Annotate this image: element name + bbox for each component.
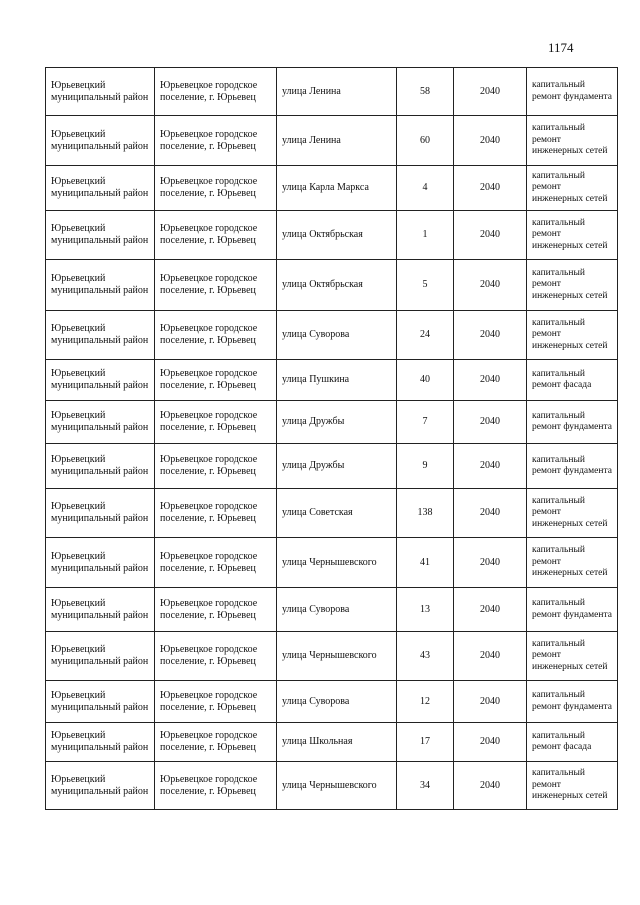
year-cell: 2040 [454,588,527,632]
year-cell: 2040 [454,260,527,311]
settlement-cell: Юрьевецкое городское поселение, г. Юрьевец [155,444,277,489]
year-cell: 2040 [454,401,527,444]
street-cell: улица Суворова [277,588,397,632]
street-cell: улица Чернышевского [277,538,397,588]
year-cell: 2040 [454,166,527,211]
table-row [46,538,618,588]
settlement-cell: Юрьевецкое городское поселение, г. Юрьевец [155,401,277,444]
work-type-cell: капитальный ремонт фундамента [527,401,618,444]
settlement-cell: Юрьевецкое городское поселение, г. Юрьевец [155,360,277,401]
settlement-cell: Юрьевецкое городское поселение, г. Юрьевец [155,762,277,810]
house-number-cell: 4 [397,166,454,211]
district-cell: Юрьевецкий муниципальный район [46,116,155,166]
house-number-cell: 7 [397,401,454,444]
year-cell: 2040 [454,681,527,723]
house-number-cell: 24 [397,311,454,360]
table-row [46,401,618,444]
house-number-cell: 40 [397,360,454,401]
street-cell: улица Суворова [277,681,397,723]
work-type-cell: капитальный ремонт инженерных сетей [527,166,618,211]
district-cell: Юрьевецкий муниципальный район [46,68,155,116]
house-number-cell: 17 [397,723,454,762]
house-number-cell: 12 [397,681,454,723]
year-cell: 2040 [454,68,527,116]
table-row [46,260,618,311]
work-type-cell: капитальный ремонт инженерных сетей [527,538,618,588]
work-type-cell: капитальный ремонт фундамента [527,588,618,632]
work-type-cell: капитальный ремонт инженерных сетей [527,632,618,681]
street-cell: улица Ленина [277,116,397,166]
district-cell: Юрьевецкий муниципальный район [46,166,155,211]
district-cell: Юрьевецкий муниципальный район [46,588,155,632]
year-cell: 2040 [454,116,527,166]
year-cell: 2040 [454,211,527,260]
street-cell: улица Октябрьская [277,260,397,311]
street-cell: улица Суворова [277,311,397,360]
street-cell: улица Чернышевского [277,632,397,681]
work-type-cell: капитальный ремонт фундамента [527,444,618,489]
table-row [46,444,618,489]
street-cell: улица Чернышевского [277,762,397,810]
work-type-cell: капитальный ремонт фундамента [527,681,618,723]
page-number: 1174 [548,40,574,55]
table-row [46,360,618,401]
table-row [46,723,618,762]
house-number-cell: 5 [397,260,454,311]
district-cell: Юрьевецкий муниципальный район [46,211,155,260]
year-cell: 2040 [454,723,527,762]
house-number-cell: 9 [397,444,454,489]
year-cell: 2040 [454,360,527,401]
district-cell: Юрьевецкий муниципальный район [46,723,155,762]
work-type-cell: капитальный ремонт инженерных сетей [527,260,618,311]
house-number-cell: 34 [397,762,454,810]
settlement-cell: Юрьевецкое городское поселение, г. Юрьевец [155,588,277,632]
house-number-cell: 138 [397,489,454,538]
registry-table [45,67,618,810]
year-cell: 2040 [454,538,527,588]
year-cell: 2040 [454,444,527,489]
work-type-cell: капитальный ремонт инженерных сетей [527,762,618,810]
year-cell: 2040 [454,632,527,681]
table-row [46,68,618,116]
house-number-cell: 13 [397,588,454,632]
table-row [46,166,618,211]
district-cell: Юрьевецкий муниципальный район [46,401,155,444]
table-row [46,489,618,538]
district-cell: Юрьевецкий муниципальный район [46,489,155,538]
table-row [46,311,618,360]
settlement-cell: Юрьевецкое городское поселение, г. Юрьевец [155,489,277,538]
table-row [46,681,618,723]
work-type-cell: капитальный ремонт инженерных сетей [527,116,618,166]
table-row [46,588,618,632]
year-cell: 2040 [454,489,527,538]
house-number-cell: 60 [397,116,454,166]
work-type-cell: капитальный ремонт инженерных сетей [527,311,618,360]
settlement-cell: Юрьевецкое городское поселение, г. Юрьевец [155,632,277,681]
table-row [46,632,618,681]
house-number-cell: 58 [397,68,454,116]
district-cell: Юрьевецкий муниципальный район [46,260,155,311]
street-cell: улица Дружбы [277,444,397,489]
table-row [46,211,618,260]
street-cell: улица Советская [277,489,397,538]
work-type-cell: капитальный ремонт инженерных сетей [527,489,618,538]
settlement-cell: Юрьевецкое городское поселение, г. Юрьевец [155,311,277,360]
settlement-cell: Юрьевецкое городское поселение, г. Юрьевец [155,260,277,311]
work-type-cell: капитальный ремонт фундамента [527,68,618,116]
street-cell: улица Дружбы [277,401,397,444]
street-cell: улица Октябрьская [277,211,397,260]
district-cell: Юрьевецкий муниципальный район [46,444,155,489]
year-cell: 2040 [454,311,527,360]
settlement-cell: Юрьевецкое городское поселение, г. Юрьевец [155,166,277,211]
house-number-cell: 43 [397,632,454,681]
house-number-cell: 1 [397,211,454,260]
street-cell: улица Пушкина [277,360,397,401]
street-cell: улица Школьная [277,723,397,762]
work-type-cell: капитальный ремонт фасада [527,723,618,762]
year-cell: 2040 [454,762,527,810]
street-cell: улица Карла Маркса [277,166,397,211]
work-type-cell: капитальный ремонт инженерных сетей [527,211,618,260]
settlement-cell: Юрьевецкое городское поселение, г. Юрьевец [155,723,277,762]
work-type-cell: капитальный ремонт фасада [527,360,618,401]
table-row [46,116,618,166]
street-cell: улица Ленина [277,68,397,116]
district-cell: Юрьевецкий муниципальный район [46,762,155,810]
district-cell: Юрьевецкий муниципальный район [46,632,155,681]
registry-table-body [46,68,618,810]
district-cell: Юрьевецкий муниципальный район [46,538,155,588]
district-cell: Юрьевецкий муниципальный район [46,681,155,723]
settlement-cell: Юрьевецкое городское поселение, г. Юрьевец [155,681,277,723]
table-row [46,762,618,810]
settlement-cell: Юрьевецкое городское поселение, г. Юрьевец [155,68,277,116]
district-cell: Юрьевецкий муниципальный район [46,360,155,401]
house-number-cell: 41 [397,538,454,588]
district-cell: Юрьевецкий муниципальный район [46,311,155,360]
settlement-cell: Юрьевецкое городское поселение, г. Юрьевец [155,538,277,588]
settlement-cell: Юрьевецкое городское поселение, г. Юрьевец [155,211,277,260]
settlement-cell: Юрьевецкое городское поселение, г. Юрьевец [155,116,277,166]
